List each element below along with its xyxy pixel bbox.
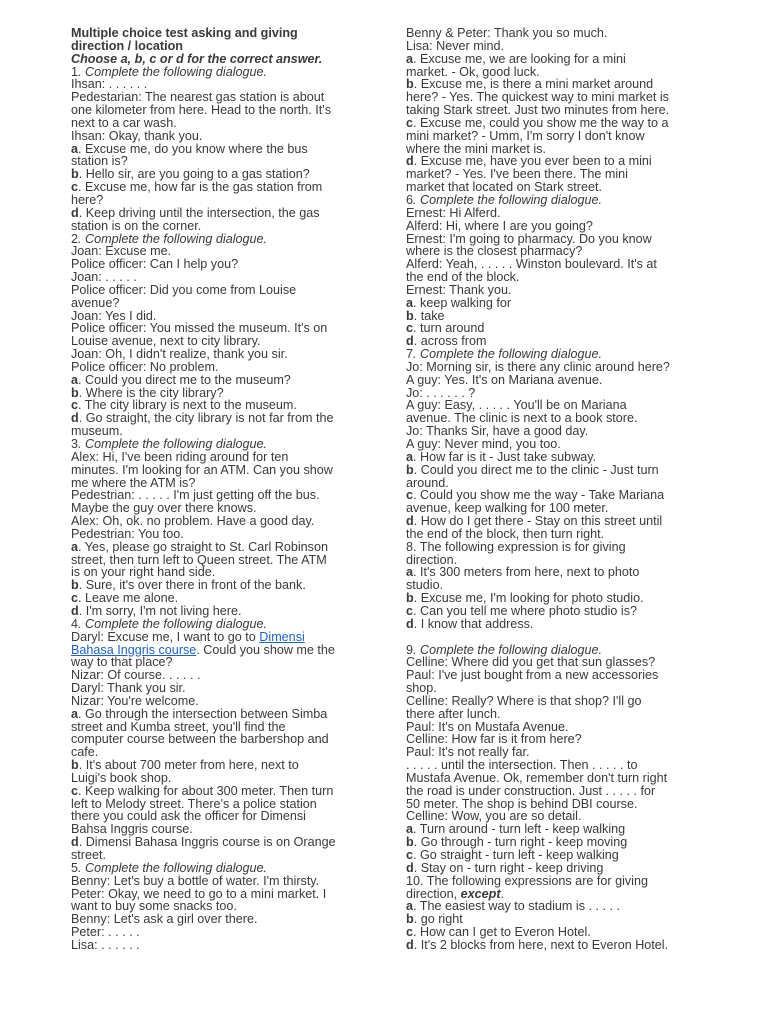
title-line-1: Multiple choice test asking and giving: [71, 26, 298, 40]
title-line-2: direction / location: [71, 38, 183, 53]
option-c-cont: Bahsa Inggris course.: [71, 822, 193, 837]
option-b: b. Where is the city library?: [71, 385, 224, 400]
question-prompt: . Complete the following dialogue.: [78, 437, 268, 451]
right-column: [406, 27, 700, 952]
dialogue-line: Paul: It's not really far.: [406, 745, 530, 760]
question-3: [71, 438, 371, 618]
question-2: [71, 233, 371, 439]
dialogue-line: Joan: Excuse me.: [71, 244, 172, 259]
option-letter: c: [406, 321, 414, 336]
dialogue-line: want to buy some snacks too.: [71, 899, 237, 914]
option-letter: d: [71, 205, 79, 220]
option-letter: c: [406, 848, 414, 862]
dialogue-line: Ernest: Thank you.: [406, 282, 512, 297]
option-c: c. Can you tell me where photo studio is?: [406, 603, 638, 618]
option-letter: a: [406, 51, 414, 66]
option-a: a. The easiest way to stadium is . . . . .: [406, 899, 620, 914]
option-c-cont: mini market? - Umm, I'm sorry I don't know: [406, 128, 645, 143]
option-letter: b: [71, 758, 79, 773]
option-b: b. Excuse me, I'm looking for photo studio.: [406, 591, 644, 606]
option-c: c. turn around: [406, 321, 485, 336]
question-heading: [406, 194, 700, 207]
dialogue-line: one kilometer from here. Head to the north. It's: [71, 103, 332, 118]
dialogue-line: Celline: How far is it from here?: [406, 732, 582, 747]
option-b: b. go right: [406, 912, 463, 927]
dialogue-line: Daryl: Thank you sir.: [71, 681, 186, 696]
dialogue-line: Ernest: I'm going to pharmacy. Do you know: [406, 231, 652, 246]
dialogue-line: minutes. I'm looking for an ATM. Can you show: [71, 462, 333, 477]
option-d: d. across from: [406, 334, 487, 349]
option-letter: c: [406, 603, 414, 618]
dialogue-line: the road is under construction. Just . . . . . for: [406, 783, 656, 798]
dialogue-line: Paul: It's on Mustafa Avenue.: [406, 719, 569, 734]
option-a: a. Turn around - turn left - keep walking: [406, 822, 626, 837]
option-c-cont: avenue, keep walking for 100 meter.: [406, 501, 609, 516]
option-a: a. Could you direct me to the museum?: [71, 372, 291, 387]
dialogue-line: Jo: Thanks Sir, have a good day.: [406, 424, 589, 439]
dialogue-line: Peter: Okay, we need to go to a mini market. I: [71, 886, 327, 901]
option-c: c. Excuse me, how far is the gas station from: [71, 180, 323, 195]
option-d-cont: market that located on Stark street.: [406, 180, 602, 195]
option-a-cont: computer course between the barbershop and: [71, 732, 329, 747]
option-b-cont: around.: [406, 475, 449, 490]
dialogue-line: Pedestrian: You too.: [71, 526, 184, 541]
dialogue-line: Joan: Oh, I didn't realize, thank you sir.: [71, 347, 288, 362]
option-b: b. Excuse me, is there a mini market around: [406, 77, 654, 92]
option-letter: a: [406, 449, 414, 464]
option-letter: d: [406, 937, 414, 952]
question-number: 10: [406, 873, 421, 888]
dialogue-line: Alferd: Yeah, . . . . . Winston boulevard. It's at: [406, 257, 657, 272]
dialogue-line: Police officer: No problem.: [71, 359, 219, 374]
dialogue-line: Police officer: Did you come from Louise: [71, 282, 297, 297]
option-a: a. Excuse me, we are looking for a mini: [406, 51, 626, 66]
dialogue-line: Ernest: Hi Alferd.: [406, 205, 501, 220]
question-prompt: . Complete the following dialogue.: [413, 347, 603, 362]
option-letter: a: [406, 295, 414, 310]
option-letter: d: [71, 411, 79, 426]
option-b: b. It's about 700 meter from here, next to: [71, 758, 299, 773]
question-prompt: . The following expression is for giving: [413, 539, 626, 554]
question-8: [406, 541, 700, 631]
option-letter: d: [71, 603, 79, 618]
option-letter: b: [71, 578, 79, 593]
dialogue-line: Joan: Yes I did.: [71, 308, 157, 323]
option-d: d. I'm sorry, I'm not living here.: [71, 603, 242, 618]
option-letter: c: [71, 591, 79, 606]
option-d-cont: street.: [71, 848, 106, 862]
dialogue-line: Nizar: You're welcome.: [71, 693, 199, 708]
option-letter: d: [406, 154, 414, 169]
option-c-cont: where the mini market is.: [406, 141, 546, 156]
option-b-cont: Luigi's book shop.: [71, 770, 172, 785]
option-d: d. Dimensi Bahasa Inggris course is on Orange: [71, 835, 336, 850]
option-a-cont: station is?: [71, 154, 128, 169]
question-number: 5: [71, 860, 79, 875]
option-letter: c: [71, 180, 79, 195]
question-heading: [406, 348, 700, 361]
question-heading: [71, 862, 371, 875]
option-c-cont: here?: [71, 192, 104, 207]
option-letter: b: [406, 835, 414, 850]
option-letter: a: [71, 372, 79, 387]
option-d-cont: station is on the corner.: [71, 218, 202, 233]
option-a-cont: market. - Ok, good luck.: [406, 64, 540, 79]
dialogue-line: Nizar: Of course. . . . . .: [71, 668, 201, 683]
option-d-cont: museum.: [71, 424, 123, 439]
dialogue-line: . . . . . until the intersection. Then . . . . . to: [406, 758, 638, 773]
option-letter: a: [71, 539, 79, 554]
option-a: a. Yes, please go straight to St. Carl Robinson: [71, 539, 328, 554]
dialogue-line: Jo: . . . . . . ?: [406, 385, 476, 400]
dialogue-line: Police officer: Can I help you?: [71, 257, 239, 272]
option-b-cont: here? - Yes. The quickest way to mini market is: [406, 90, 669, 105]
dialogue-line: Daryl: Excuse me, I want to go to Dimensi: [71, 629, 305, 644]
dialogue-line: Benny: Let's buy a bottle of water. I'm thirsty.: [71, 873, 320, 888]
left-column: [71, 27, 371, 952]
dialogue-line: A guy: Easy, . . . . . You'll be on Mariana: [406, 398, 627, 413]
option-d: d. Excuse me, have you ever been to a mini: [406, 154, 652, 169]
question-number: 2: [71, 231, 79, 246]
question-prompt: . Complete the following dialogue.: [78, 64, 268, 79]
dialogue-line: the end of the block.: [406, 270, 520, 285]
option-d: d. It's 2 blocks from here, next to Everon Hotel.: [406, 937, 669, 952]
question-prompt: . Complete the following dialogue.: [413, 192, 603, 207]
question-number: 6: [406, 192, 414, 207]
question-number: 9: [406, 642, 414, 657]
question-number: 4: [71, 616, 79, 631]
question-prompt: . Complete the following dialogue.: [78, 231, 268, 246]
option-letter: c: [406, 115, 414, 130]
dialogue-line: me where the ATM is?: [71, 475, 196, 490]
option-letter: c: [71, 783, 79, 798]
option-c: c. The city library is next to the museum.: [71, 398, 297, 413]
question-7: [406, 348, 700, 541]
dialogue-line: Maybe the guy over there knows.: [71, 501, 257, 516]
option-letter: b: [71, 167, 79, 182]
option-c: c. Could you show me the way - Take Mariana: [406, 488, 665, 503]
option-b: b. Sure, it's over there in front of the bank.: [71, 578, 306, 593]
dialogue-line: Jo: Morning sir, is there any clinic around here?: [406, 359, 670, 374]
dialogue-line: Joan: . . . . .: [71, 270, 137, 285]
dialogue-line: Pedestarian: The nearest gas station is about: [71, 90, 325, 105]
option-b: b. Hello sir, are you going to a gas station?: [71, 167, 310, 182]
option-d: d. Keep driving until the intersection, the gas: [71, 205, 320, 220]
question-number: 8: [406, 539, 414, 554]
question-10: [406, 875, 700, 952]
option-b: b. Go through - turn right - keep moving: [406, 835, 628, 850]
option-b-cont: taking Stark street. Just two minutes from here.: [406, 103, 670, 118]
option-letter: b: [71, 385, 79, 400]
dialogue-line: Celline: Where did you get that sun glasses?: [406, 655, 656, 670]
question-heading: [71, 438, 371, 451]
dialogue-line: avenue?: [71, 295, 120, 310]
option-a: a. It's 300 meters from here, next to photo: [406, 565, 640, 580]
course-link[interactable]: Dimensi: [259, 629, 305, 644]
dialogue-line: Paul: I've just bought from a new accessories: [406, 668, 659, 683]
dialogue-line: Lisa: . . . . . .: [71, 937, 140, 952]
option-d: d. I know that address.: [406, 616, 534, 631]
dialogue-line: Alex: Hi, I've been riding around for ten: [71, 449, 289, 464]
option-a: a. Excuse me, do you know where the bus: [71, 141, 308, 156]
question-6: [406, 194, 700, 348]
dialogue-line: avenue. The clinic is next to a book store.: [406, 411, 638, 426]
option-d-cont: market? - Yes. I've been there. The mini: [406, 167, 628, 182]
dialogue-line: Pedestrian: . . . . . I'm just getting off the bus.: [71, 488, 320, 503]
option-letter: d: [71, 835, 79, 850]
option-c: c. How can I get to Everon Hotel.: [406, 925, 591, 940]
question-number: 1: [71, 64, 79, 79]
option-c: c. Go straight - turn left - keep walking: [406, 848, 619, 862]
option-letter: b: [406, 308, 414, 323]
option-letter: b: [406, 462, 414, 477]
dialogue-line: Ihsan: . . . . . .: [71, 77, 148, 92]
dialogue-line: Mustafa Avenue. Ok, remember don't turn right: [406, 770, 668, 785]
option-letter: d: [406, 514, 414, 529]
option-letter: b: [406, 912, 414, 927]
instruction: Choose a, b, c or d for the correct answer.: [71, 51, 323, 66]
option-letter: a: [406, 822, 414, 837]
question-prompt-cont: direction.: [406, 552, 458, 567]
option-c: c. Keep walking for about 300 meter. Then turn: [71, 783, 334, 798]
option-d: d. How do I get there - Stay on this street until: [406, 514, 663, 529]
option-a-cont: cafe.: [71, 745, 99, 760]
dialogue-line: Celline: Really? Where is that shop? I'll go: [406, 693, 642, 708]
question-5-continued: [406, 27, 700, 194]
question-heading: [406, 541, 700, 554]
question-prompt: . The following expressions are for giving: [420, 873, 648, 888]
option-b: b. Could you direct me to the clinic - Just turn: [406, 462, 659, 477]
dialogue-line: shop.: [406, 681, 437, 696]
option-a-cont: street, then turn left to Queen street. The ATM: [71, 552, 327, 567]
option-letter: c: [406, 488, 414, 503]
question-5: [71, 862, 371, 952]
option-c-cont: left to Melody street. There's a police station: [71, 796, 317, 811]
option-letter: d: [406, 860, 414, 875]
question-prompt-cont: direction, except.: [406, 886, 505, 901]
dialogue-line: Benny: Let's ask a girl over there.: [71, 912, 258, 927]
option-letter: a: [406, 899, 414, 914]
option-d-cont: the end of the block, then turn right.: [406, 526, 605, 541]
dialogue-line: 50 meter. The shop is behind DBI course.: [406, 796, 638, 811]
dialogue-line: A guy: Never mind, you too.: [406, 437, 561, 451]
question-number: 3: [71, 437, 79, 451]
option-letter: a: [71, 141, 79, 156]
question-number: 7: [406, 347, 414, 362]
course-link-cont[interactable]: Bahasa Inggris course: [71, 642, 197, 657]
dialogue-line: Police officer: You missed the museum. It's on: [71, 321, 328, 336]
option-b: b. take: [406, 308, 445, 323]
option-letter: b: [406, 77, 414, 92]
option-letter: c: [71, 398, 79, 413]
except-word: except: [460, 886, 501, 901]
question-9: [406, 644, 700, 875]
option-a-cont: street and Kumba street, you'll find the: [71, 719, 286, 734]
option-letter: d: [406, 334, 414, 349]
dialogue-line: there after lunch.: [406, 706, 501, 721]
dialogue-line: Celline: Wow, you are so detail.: [406, 809, 582, 824]
option-d: d. Go straight, the city library is not far from the: [71, 411, 334, 426]
option-a-cont: is on your right hand side.: [71, 565, 216, 580]
dialogue-line: Ihsan: Okay, thank you.: [71, 128, 203, 143]
option-a: a. Go through the intersection between Simba: [71, 706, 328, 721]
option-letter: b: [406, 591, 414, 606]
question-prompt: . Complete the following dialogue.: [78, 860, 268, 875]
question-1: [71, 66, 371, 233]
dialogue-line: Louise avenue, next to city library.: [71, 334, 261, 349]
option-letter: d: [406, 616, 414, 631]
option-c: c. Leave me alone.: [71, 591, 179, 606]
question-4: [71, 618, 371, 862]
dialogue-line: Peter: . . . . .: [71, 925, 140, 940]
question-prompt: . Complete the following dialogue.: [78, 616, 268, 631]
question-prompt: . Complete the following dialogue.: [413, 642, 603, 657]
dialogue-line: Alex: Oh, ok. no problem. Have a good day.: [71, 514, 315, 529]
dialogue-line: next to a car wash.: [71, 115, 177, 130]
dialogue-line: where is the closest pharmacy?: [406, 244, 583, 259]
option-d: d. Stay on - turn right - keep driving: [406, 860, 604, 875]
dialogue-line: Alferd: Hi, where I are you going?: [406, 218, 593, 233]
option-letter: a: [71, 706, 79, 721]
option-a-cont: studio.: [406, 578, 444, 593]
option-a: a. How far is it - Just take subway.: [406, 449, 597, 464]
option-letter: c: [406, 925, 414, 940]
option-a: a. keep walking for: [406, 295, 512, 310]
option-c: c. Excuse me, could you show me the way to a: [406, 115, 669, 130]
option-letter: a: [406, 565, 414, 580]
dialogue-line: Bahasa Inggris course. Could you show me the: [71, 642, 335, 657]
dialogue-line: Lisa: Never mind.: [406, 38, 504, 53]
dialogue-line: A guy: Yes. It's on Mariana avenue.: [406, 372, 603, 387]
dialogue-line: way to that place?: [71, 655, 173, 670]
dialogue-line: Benny & Peter: Thank you so much.: [406, 26, 608, 40]
option-c-cont: there you could ask the officer for Dimensi: [71, 809, 306, 824]
